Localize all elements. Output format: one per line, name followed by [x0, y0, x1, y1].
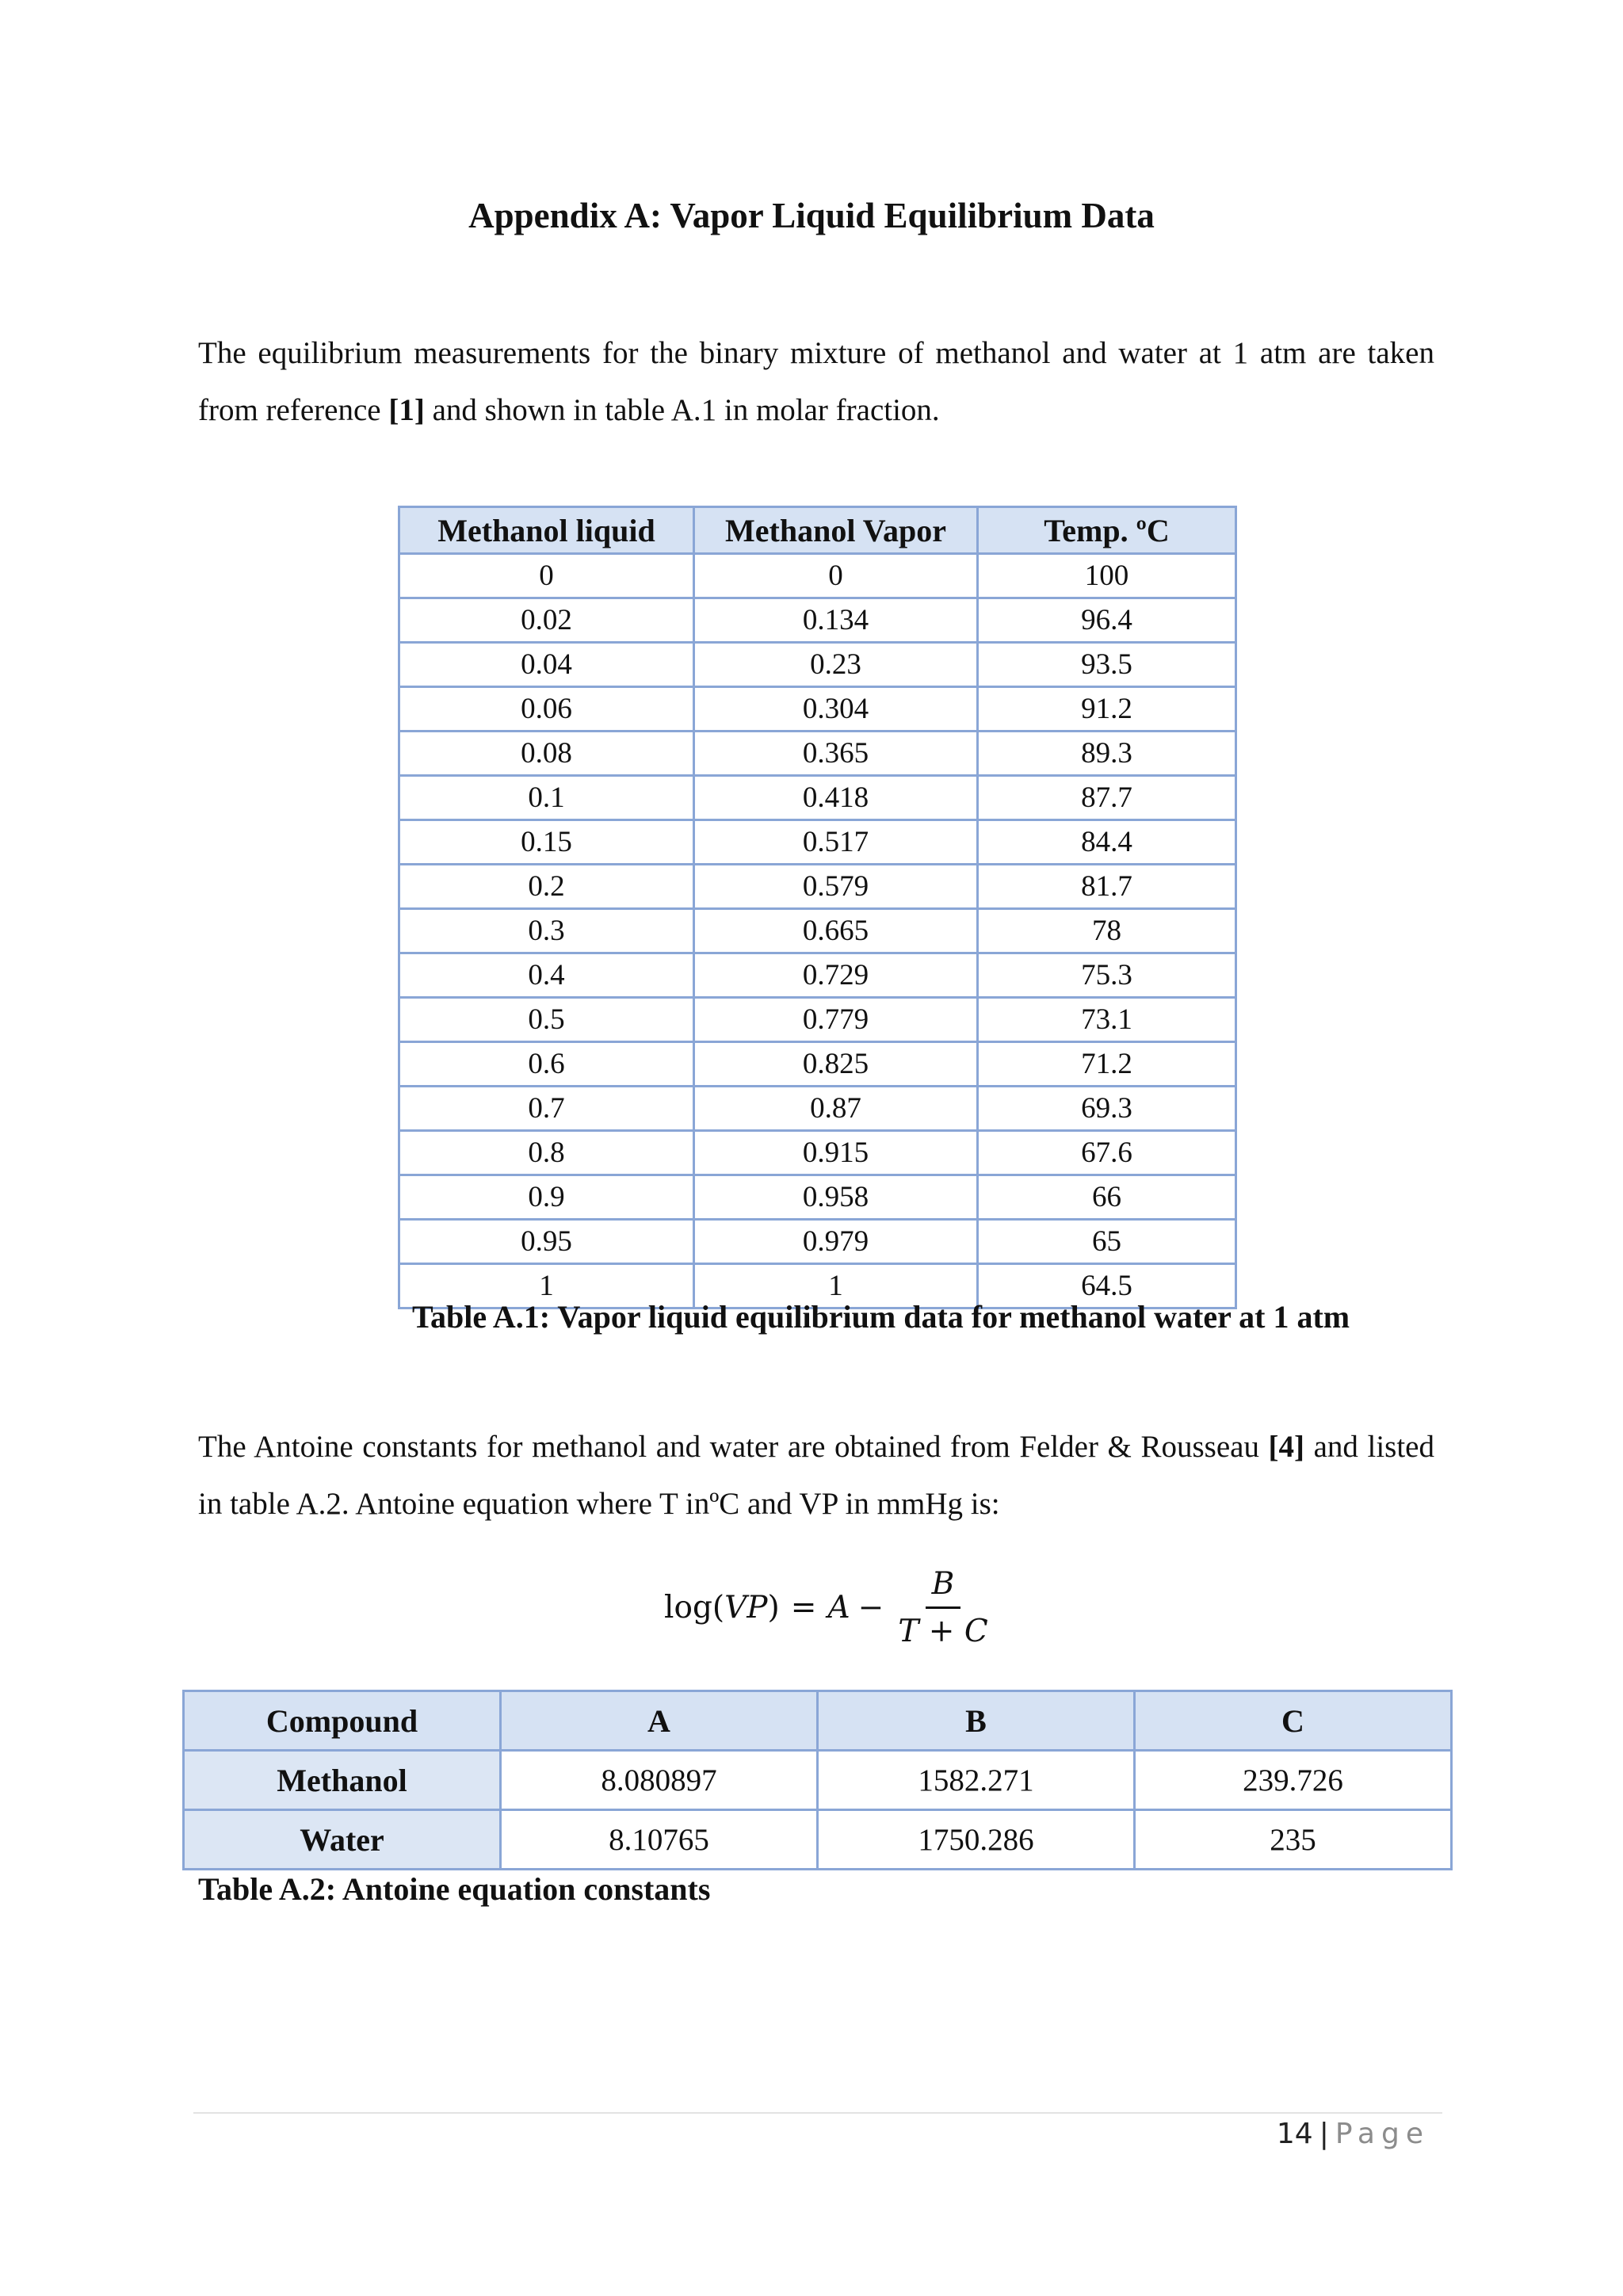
cell-liquid: 0.04 [399, 643, 694, 687]
cell-temp: 84.4 [978, 820, 1236, 865]
eq-denominator [892, 1609, 994, 1649]
cell-liquid: 0.3 [399, 909, 694, 953]
cell-liquid: 0.08 [399, 732, 694, 776]
table-row [399, 953, 1236, 998]
cell-liquid: 0.02 [399, 598, 694, 643]
cell-liquid: 0.95 [399, 1220, 694, 1264]
cell-temp: 71.2 [978, 1042, 1236, 1087]
col-header-c: C [1135, 1691, 1452, 1751]
col-header-b: B [818, 1691, 1135, 1751]
intro-paragraph [198, 325, 1434, 439]
cell-vapor: 0.87 [694, 1087, 978, 1131]
col-header-methanol-liquid: Methanol liquid [399, 507, 694, 554]
eq-minus: − [857, 1589, 884, 1626]
table-row [399, 998, 1236, 1042]
cell-vapor: 0.915 [694, 1131, 978, 1175]
cell-vapor: 0.365 [694, 732, 978, 776]
cell-temp: 100 [978, 554, 1236, 598]
cell-vapor: 0.304 [694, 687, 978, 732]
cell-c: 235 [1135, 1810, 1452, 1870]
col-header-methanol-vapor: Methanol Vapor [694, 507, 978, 554]
cell-liquid: 0.2 [399, 865, 694, 909]
cell-temp: 73.1 [978, 998, 1236, 1042]
cell-temp: 66 [978, 1175, 1236, 1220]
table-row [399, 643, 1236, 687]
row-header-compound: Water [184, 1810, 501, 1870]
cell-vapor: 0.979 [694, 1220, 978, 1264]
cell-temp: 89.3 [978, 732, 1236, 776]
footer-divider [193, 2112, 1442, 2114]
cell-liquid: 0.1 [399, 776, 694, 820]
cell-vapor: 0.23 [694, 643, 978, 687]
cell-vapor: 0 [694, 554, 978, 598]
cell-vapor: 0.729 [694, 953, 978, 998]
cell-temp: 81.7 [978, 865, 1236, 909]
table-row [399, 554, 1236, 598]
footer-separator: | [1319, 2118, 1329, 2150]
row-header-compound: Methanol [184, 1751, 501, 1810]
table-row [399, 1131, 1236, 1175]
page-footer [1277, 2118, 1430, 2150]
cell-temp: 93.5 [978, 643, 1236, 687]
table-row [399, 732, 1236, 776]
table-row [399, 687, 1236, 732]
cell-vapor: 1 [694, 1264, 978, 1308]
table-row [399, 598, 1236, 643]
intro-text: The equilibrium measurements for the binary mixture of methanol and water at 1 atm are taken from reference [198, 336, 1434, 427]
cell-liquid: 0 [399, 554, 694, 598]
page-number: 14 [1276, 2118, 1313, 2150]
table-a2-caption: Table A.2: Antoine equation constants [198, 1871, 711, 1907]
cell-temp: 96.4 [978, 598, 1236, 643]
table-header-row [184, 1691, 1452, 1751]
cell-liquid: 0.5 [399, 998, 694, 1042]
cell-temp: 64.5 [978, 1264, 1236, 1308]
cell-vapor: 0.665 [694, 909, 978, 953]
reference-4: [4] [1268, 1430, 1305, 1464]
cell-b: 1582.271 [818, 1751, 1135, 1810]
cell-c: 239.726 [1135, 1751, 1452, 1810]
cell-a: 8.080897 [501, 1751, 818, 1810]
table-row [399, 1087, 1236, 1131]
table-row [399, 776, 1236, 820]
table-row [399, 909, 1236, 953]
intro-text-end: and shown in table A.1 in molar fraction. [424, 393, 940, 427]
table-row [399, 865, 1236, 909]
cell-temp: 65 [978, 1220, 1236, 1264]
table-header-row [399, 507, 1236, 554]
page-label: Page [1335, 2118, 1430, 2150]
cell-vapor: 0.134 [694, 598, 978, 643]
cell-liquid: 0.15 [399, 820, 694, 865]
cell-vapor: 0.958 [694, 1175, 978, 1220]
table-row [399, 1175, 1236, 1220]
eq-den-plus: + [928, 1613, 955, 1649]
cell-liquid: 0.8 [399, 1131, 694, 1175]
antoine-equation [664, 1560, 995, 1655]
cell-temp: 91.2 [978, 687, 1236, 732]
cell-b: 1750.286 [818, 1810, 1135, 1870]
cell-temp: 87.7 [978, 776, 1236, 820]
eq-numerator: B [926, 1566, 961, 1609]
cell-liquid: 1 [399, 1264, 694, 1308]
page-title: Appendix A: Vapor Liquid Equilibrium Data [468, 196, 1155, 235]
col-header-compound: Compound [184, 1691, 501, 1751]
col-header-temperature: Temp. ºC [978, 507, 1236, 554]
cell-temp: 67.6 [978, 1131, 1236, 1175]
eq-fraction [892, 1566, 994, 1649]
eq-vp: VP [724, 1589, 768, 1626]
eq-equals: = [790, 1589, 817, 1626]
cell-liquid: 0.4 [399, 953, 694, 998]
table-row [184, 1810, 1452, 1870]
antoine-text: The Antoine constants for methanol and water are obtained from Felder & Rousseau [198, 1430, 1269, 1464]
table-row [399, 1220, 1236, 1264]
eq-log: log( [664, 1589, 725, 1626]
cell-temp: 78 [978, 909, 1236, 953]
cell-liquid: 0.06 [399, 687, 694, 732]
cell-vapor: 0.418 [694, 776, 978, 820]
table-a1-caption: Table A.1: Vapor liquid equilibrium data for methanol water at 1 atm [412, 1299, 1350, 1335]
eq-close-paren: ) [767, 1589, 780, 1626]
cell-liquid: 0.6 [399, 1042, 694, 1087]
antoine-paragraph [198, 1419, 1434, 1533]
cell-vapor: 0.579 [694, 865, 978, 909]
antoine-text-end: and listed in table A.2. Antoine equation where T inºC and VP in mmHg is: [198, 1430, 1434, 1521]
vle-data-table [398, 506, 1237, 1309]
antoine-constants-table [182, 1690, 1453, 1870]
eq-a: A [827, 1589, 850, 1626]
cell-vapor: 0.517 [694, 820, 978, 865]
cell-vapor: 0.825 [694, 1042, 978, 1087]
table-row [399, 1042, 1236, 1087]
col-header-a: A [501, 1691, 818, 1751]
table-row [399, 820, 1236, 865]
eq-den-c: C [964, 1613, 988, 1649]
reference-1: [1] [388, 393, 425, 427]
eq-den-t: T [898, 1613, 919, 1649]
cell-liquid: 0.9 [399, 1175, 694, 1220]
table-row [184, 1751, 1452, 1810]
cell-temp: 69.3 [978, 1087, 1236, 1131]
cell-a: 8.10765 [501, 1810, 818, 1870]
cell-liquid: 0.7 [399, 1087, 694, 1131]
cell-temp: 75.3 [978, 953, 1236, 998]
cell-vapor: 0.779 [694, 998, 978, 1042]
